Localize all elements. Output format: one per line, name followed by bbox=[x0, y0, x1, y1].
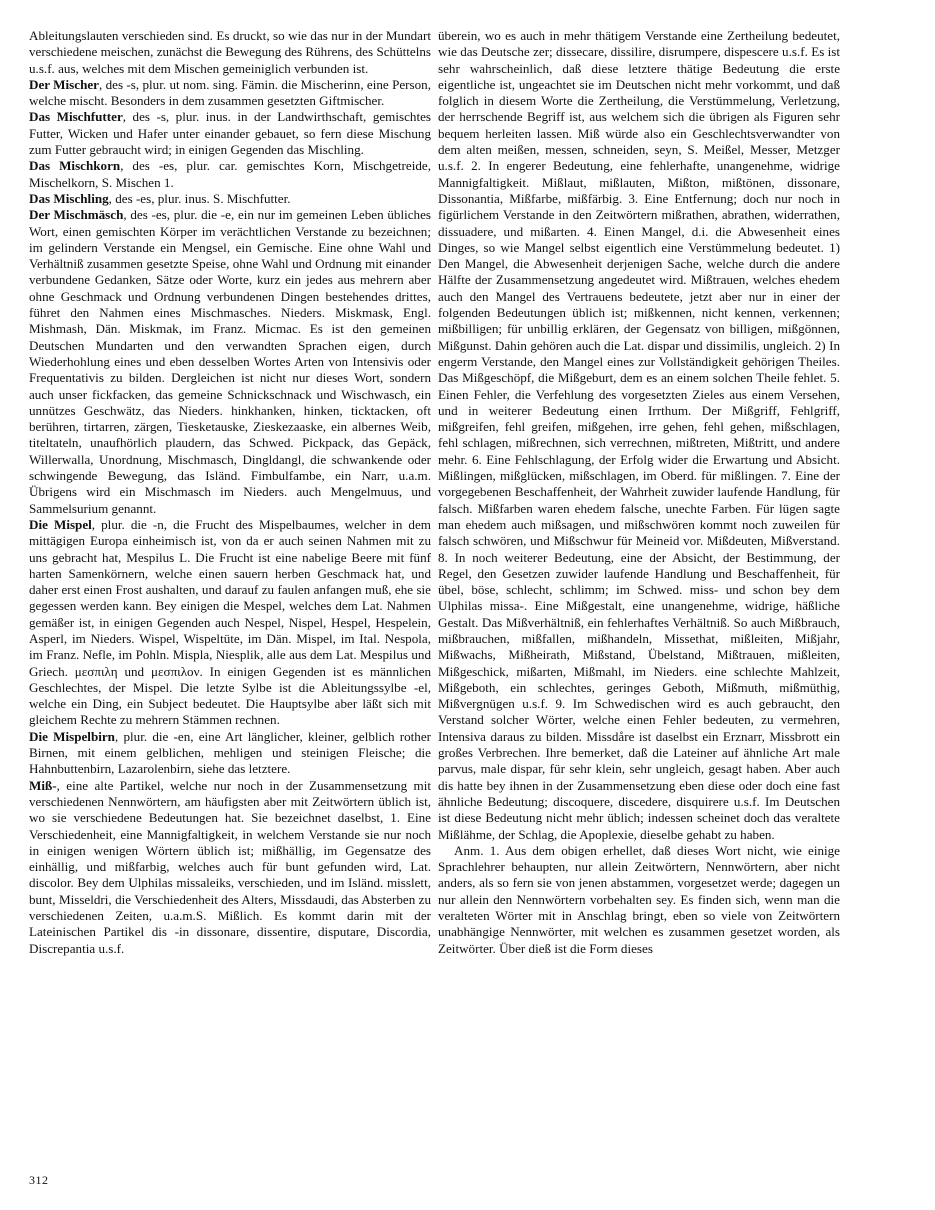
headword: Das Mischfutter bbox=[29, 109, 123, 125]
entry-text: überein, wo es auch in mehr thätigem Verstande eine Zertheilung bedeutet, wie das Deutsche zer; dissecare, dissilire, disrumpere, dispescere u.s.f. Es ist sehr wahrscheinlich, daß diese letztere thätige Bedeutung die erste eigentliche ist, ungeachtet sie im Deutschen nicht mehr vorkommt, und daß folglich in diesem Worte die Zertheilung, die Verstümmelung, Verletzung, der herrschende Begriff ist, aus welchem sich die übrigen als Figuren sehr bequem herleiten lassen. Miß würde also ein Geschlechtsverwandter von dem alten meißen, messen, schneiden, seyn, S. Meißel, Messer, Metzger u.s.f. 2. In engerer Bedeutung, eine fehlerhafte, unangenehme, widrige Mannigfaltigkeit. Mißlaut, mißlauten, Mißton, mißtönen, dissonare, Dissonantia, Mißfarbe, mißfärbig. 3. Eine Entfernung; doch nur noch in figürlichem Verstande in den Zeitwörtern mißrathen, abrathen, widerrathen, dissuadere, und mißarten. 4. Einen Mangel, d.i. die Abwesenheit eines Dinges, so wie Mangel selbst eigentlich eine Verstümmelung bedeutet. 1) Den Mangel, die Abwesenheit derjenigen Sache, welche durch die andere Hälfte der Zusammensetzung angedeutet wird. Mißtrauen, welches ehedem auch den Mangel des Vertrauens bedeutete, jetzt aber nur in einer der folgenden Bedeutungen üblich ist; mißkennen, nicht kennen, verkennen; mißbilligen; für unbillig erklären, der Gegensatz von billigen, mißgönnen, Mißgunst. Dahin gehören auch die Lat. dispar und dissimilis, ungleich. 2) In engerm Verstande, den Mangel eines zur Vollständigkeit gehörigen Theiles. Das Mißgeschöpf, die Mißgeburt, dem es an einem solchen Theile fehlet. 5. Einen Fehler, die Verfehlung des vorgesetzten Zieles aus einem Versehen, und in weiterer Bedeutung einen Irrthum. Der Mißgriff, Fehlgriff, mißgreifen, fehl greifen, mißgehen, irre gehen, fehl gehen, mißschlagen, fehl schlagen, mißrechnen, sich verrechnen, mißtreten, Mißtritt, und andere mehr. 6. Eine Fehlschlagung, der Erfolg wider die Erwartung und Absicht. Mißlingen, mißglücken, mißschlagen, im Oberd. für mißlingen. 7. Eine der vorgegebenen Beschaffenheit, der Wahrheit zuwider laufende Handlung, für falsch. Mißfarben waren ehedem falsche, unechte Farben. Für lügen sagte man ehedem auch mißsagen, und mißschwören kommt noch zuweilen für falsch schwören, und Mißschwur für Meineid vor. Mißdeuten, Mißverstand. 8. In noch weiterer Bedeutung, eine der Absicht, der Bestimmung, der Regel, den Gesetzen zuwider laufende Handlung und Beschaffenheit, für übel, böse, schlecht, schlimm; im Schwed. miss- und schon bey dem Ulphilas missa-. Eine Mißgestalt, eine unangenehme, widrige, häßliche Gestalt. Das Mißverhältniß, ein fehlerhaftes Verhältniß. So auch Mißbrauch, mißbrauchen, mißfallen, mißhandeln, Missethat, mißleiten, Mißjahr, Mißwachs, Mißheirath, Mißstand, Übelstand, Mißtrauen, mißleiten, Mißgeschick, mißarten, Mißmahl, im Nieders. eine schlechte Mahlzeit, Mißgeboth, ein schlechtes, geringes Geboth, Mißmuth, mißmüthig, Mißvergnügen u.s.f. 9. Im Schwedischen wird es auch gebraucht, den Verstand solcher Wörter, welche einen Fehler bedeuten, zu vermehren, Intensiva daraus zu bilden. Missdåre ist daselbst ein Erznarr, Missbrott ein großes Verbrechen. Ihre bemerket, daß die Lateiner auf ähnliche Art male parvus, male dispar, für sehr klein, sehr ungleich, gesagt haben. Aber auch dis hatte bey ihnen in der Zusammensetzung eben diese oder doch eine fast ähnliche Bedeutung; discoquere, discedere, disquirere u.s.f. Im Deutschen ist diese Bedeutung nicht mehr üblich; indessen scheinet doch das veraltete Mißlähme, der Schlag, die Apoplexie, dieselbe gehabt zu haben. bbox=[438, 28, 840, 842]
entry-text: , des -es, plur. car. gemischtes Korn, Mischgetreide, Mischelkorn, S. Mischen 1. bbox=[29, 158, 431, 190]
left-entry bbox=[29, 28, 431, 77]
headword: Der Mischmäsch bbox=[29, 207, 124, 223]
right-entry bbox=[438, 843, 840, 957]
left-entry bbox=[29, 77, 431, 110]
entry-text: Anm. 1. Aus dem obigen erhellet, daß dieses Wort nicht, wie einige Sprachlehrer behaupten, nur allein Zeitwörtern, Nennwörtern, aber nicht anders, als so fern sie von jenen abstammen, vorgesetzet werde; dagegen un nur allein den Nennwörtern vorbehalten sey. Es finden sich, wenn man die veralteten Wörter mit in Anschlag bringt, eben so viele von Zeitwörtern unabhängige Nennwörter, mit welchen es zusammen gesetzet worden, als Zeitwörter. Über dieß ist die Form dieses bbox=[438, 842, 840, 956]
entry-text: , plur. die -en, eine Art länglicher, kleiner, gelblich rother Birnen, mit einem gelblichen, mehligen und steinigen Fleische; die Hahnbuttenbirn, Lazarolenbirn, siehe das letztere. bbox=[29, 728, 431, 777]
left-entry bbox=[29, 109, 431, 158]
headword: Miß- bbox=[29, 777, 57, 793]
left-column bbox=[29, 28, 431, 957]
entry-text: , plur. die -n, die Frucht des Mispelbaumes, welcher in dem mittägigen Europa einheimisch ist, von da er auch seinen Nahmen mit zu uns gebracht hat, Mespilus L. Die Frucht ist eine nabelige Beere mit fünf harten Samenkörnern, welche einen sauern herben Geschmack hat, und daher erst einen Frost aushalten, und darauf zu faulen anfangen muß, ehe sie gegessen werden kann. Bey einigen die Mespel, welches dem Lat. Nahmen gemäßer ist, in einigen Gegenden auch Nespel, Nispel, Hespel, Hespelein, Asperl, im Nieders. Wispel, Wispeltüte, im Dän. Mispel, im Ital. Nespola, im Franz. Nefle, im Pohln. Mispla, Niesplik, alle aus dem Lat. Mespilus und Griech. μεσπιλη und μεσπιλον. In einigen Gegenden ist es männlichen Geschlechtes, der Mispel. Die letzte Sylbe ist die Ableitungssylbe -el, welche ein Ding, ein Subject bedeutet. Die Hauptsylbe aber läßt sich mit gleichem Rechte zu mehrern Stämmen rechnen. bbox=[29, 516, 431, 728]
headword: Das Mischkorn bbox=[29, 158, 121, 174]
entry-text: , des -es, plur. die -e, ein nur im gemeinen Leben übliches Wort, einen gemischten Körper im verächtlichen Verstande zu bezeichnen; im gelindern Verstande ein Mengsel, ein Gemische. Eine ohne Wahl und Verhältniß zusammen gesetzte Speise, ohne Wahl und Ordnung mit einander verbundene Gedanken, Sätze oder Worte, kurz ein jedes aus mehrern aber ohne Geschmack und Ordnung verbundenen Dingen bestehendes drittes, führet den Nahmen eines Mischmasches. Nieders. Miskmask, Engl. Mishmash, Dän. Miskmak, im Franz. Micmac. Es ist den gemeinen Deutschen Mundarten und den verwandten Sprachen eigen, durch Wiederhohlung eines und eben desselben Wortes Arten von Intensivis oder Frequentativis zu bilden. Dergleichen ist nicht nur dieses Wort, sondern auch unser fickfacken, das gemeine Schnickschnack und Wischwasch, ein unnützes Geschwätz, das Nieders. hinkhanken, hinken, ticktacken, oft berühren, tirtarren, zärgen, Tiesketauske, Zieskezaaske, ein albernes Weib, titeltateln, unaufhörlich plaudern, das Schwed. Pickpack, das Gepäck, Willerwalla, Unordnung, Mischmasch, Dingldangl, die schwankende oder schwingende Bewegung, das Isländ. Fimbulfambe, ein Narr, u.a.m. Übrigens wird ein Mischmasch im Nieders. auch Mengelmuus, und Sammelsurium genannt. bbox=[29, 207, 431, 516]
page-number: 312 bbox=[29, 1173, 49, 1187]
left-entry bbox=[29, 729, 431, 778]
left-entry bbox=[29, 191, 431, 207]
left-entry bbox=[29, 207, 431, 517]
left-entry bbox=[29, 778, 431, 957]
entry-text: , des -es, plur. inus. S. Mischfutter. bbox=[108, 190, 291, 206]
entry-text: , des -s, plur. inus. in der Landwirthschaft, gemischtes Futter, Wicken und Hafer unter einander gebauet, so fern diese Mischung zum Futter gebraucht wird; in einigen Gegenden das Mischling. bbox=[29, 109, 431, 158]
headword: Der Mischer bbox=[29, 76, 99, 92]
left-entry bbox=[29, 517, 431, 729]
headword: Das Mischling bbox=[29, 190, 109, 206]
right-column bbox=[438, 28, 840, 957]
entry-text: , des -s, plur. ut nom. sing. Fämin. die Mischerinn, eine Person, welche mischt. Besonders in dem zusammen gesetzten Giftmischer. bbox=[29, 76, 431, 109]
left-entry bbox=[29, 158, 431, 191]
entry-text: Ableitungslauten verschieden sind. Es druckt, so wie das nur in der Mundart verschiedene meischen, zunächst die Bewegung des Rührens, des Schüttelns u.s.f. aus, welches mit dem Mischen gemeiniglich verbunden ist. bbox=[29, 28, 431, 76]
headword: Die Mispel bbox=[29, 516, 92, 532]
headword: Die Mispelbirn bbox=[29, 728, 115, 744]
right-entry bbox=[438, 28, 840, 843]
entry-text: , eine alte Partikel, welche nur noch in der Zusammensetzung mit verschiedenen Nennwörtern, am häufigsten aber mit Zeitwörtern üblich ist, wo sie verschiedene Bedeutungen hat. Sie bezeichnet daselbst, 1. Eine Verschiedenheit, eine Mannigfaltigkeit, in welchem Verstande sie nur noch in einigen wenigen Wörtern üblich ist; mißhällig, im Gegensatze des einhällig, und mißfarbig, welches auch für bunt gefunden wird, Lat. discolor. Bey dem Ulphilas missaleiks, verschieden, und im Isländ. misslett, bunt, Misseldri, die Verschiedenheit des Alters, Missdaudi, das Absterben zu verschiedenen Zeiten, u.a.m.S. Mißlich. Es kommt darin mit der Lateinischen Partikel dis -in dissonare, dissentire, disputare, Discordia, Discrepantia u.s.f. bbox=[29, 777, 431, 956]
